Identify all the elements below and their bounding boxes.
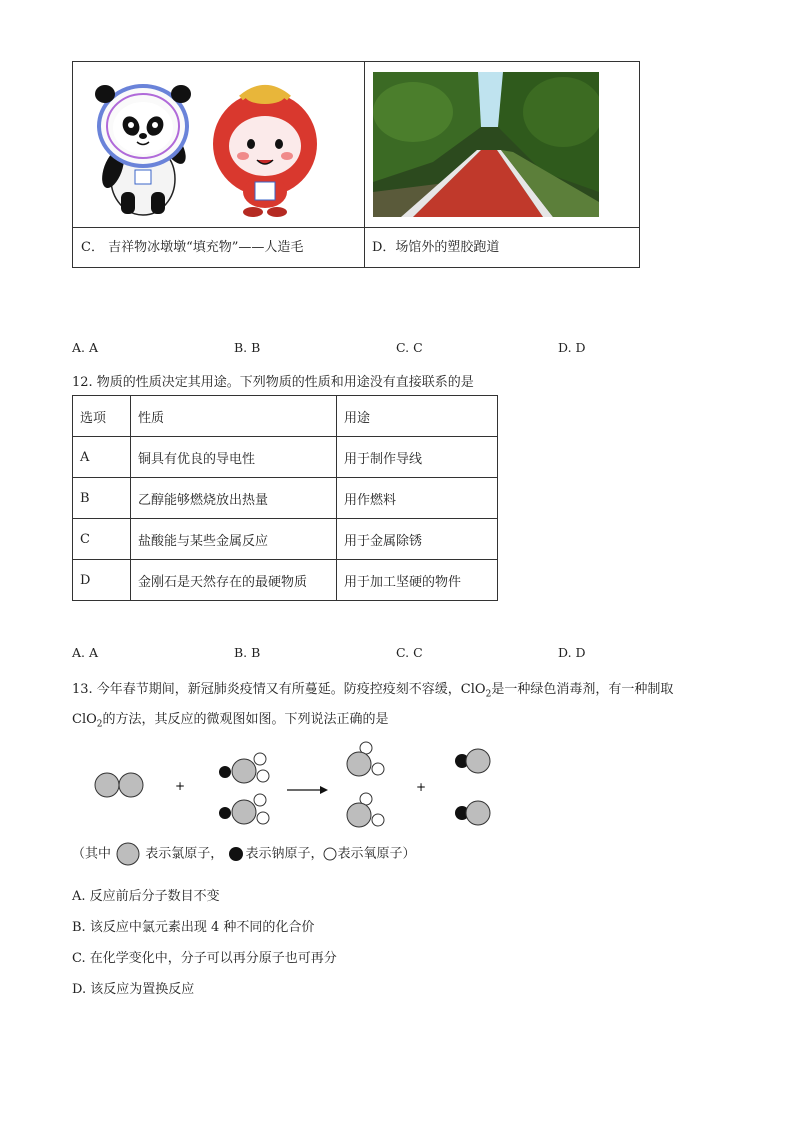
row-b-use: 用作燃料 [337,478,498,519]
shuey-rhon-rhon-mascot [213,88,317,217]
q11-option-b[interactable]: B. B [234,340,261,355]
row-a-label: A [73,437,131,478]
table-row [73,437,498,478]
row-c-property: 盐酸能与某些金属反应 [131,519,337,560]
table-header-row [73,396,498,437]
q13-stem-subscript: 2 [485,689,492,700]
chlorine-dioxide-molecule-1 [347,742,384,776]
sodium-chloride-molecule-2 [455,801,490,825]
q13-stem-subscript-2: 2 [96,719,103,730]
chlorine-atom-icon [115,842,141,866]
picture-table [72,61,640,268]
running-track-photo [373,72,599,217]
bing-dwen-dwen-mascot [95,85,191,215]
row-a-property: 铜具有优良的导电性 [131,437,337,478]
q13-option-a[interactable]: A. 反应前后分子数目不变 [72,889,220,904]
q13-stem-text-c: ClO [72,712,97,727]
q13-option-c[interactable]: C. 在化学变化中，分子可以再分原子也可再分 [72,951,337,966]
q12-option-c[interactable]: C. C [396,645,423,660]
reaction-arrow [287,786,328,794]
row-d-use: 用于加工坚硬的物件 [337,560,498,601]
sodium-atom-icon [227,846,245,862]
q12-stem: 12. 物质的性质决定其用途。下列物质的性质和用途没有直接联系的是 [72,375,474,390]
caption-c: C． 吉祥物冰墩墩“填充物”——人造毛 [81,240,304,255]
q11-option-c[interactable]: C. C [396,340,423,355]
plus-sign-2: + [415,780,427,794]
row-c-label: C [73,519,131,560]
row-c-use: 用于金属除锈 [337,519,498,560]
caption-d: D．场馆外的塑胶跑道 [372,240,500,255]
q13-option-b[interactable]: B. 该反应中氯元素出现 4 种不同的化合价 [72,920,315,935]
q11-option-d[interactable]: D. D [558,340,586,355]
row-b-label: B [73,478,131,519]
sodium-chlorite-molecule-2 [219,794,269,824]
q13-stem-line2 [72,708,389,730]
table-row [73,560,498,601]
header-use: 用途 [337,396,498,437]
q13-stem-line1 [72,678,673,700]
table-row [73,478,498,519]
reaction-diagram [72,738,512,833]
q13-stem-text-d: 的方法，其反应的微观图如图。下列说法正确的是 [102,712,389,727]
legend-sodium: 表示钠原子， [245,846,324,862]
chlorine-dioxide-molecule-2 [347,793,384,827]
legend-chlorine: 表示氯原子， [145,846,224,862]
header-option: 选项 [73,396,131,437]
q13-stem-text-a: 13. 今年春节期间，新冠肺炎疫情又有所蔓延。防疫控疫刻不容缓，ClO [72,682,486,697]
plus-sign-1: + [174,779,186,793]
oxygen-atom-icon [323,847,337,861]
q12-property-table [72,395,498,601]
row-b-property: 乙醇能够燃烧放出热量 [131,478,337,519]
mascots-image [93,74,333,219]
header-property: 性质 [131,396,337,437]
sodium-chloride-molecule-1 [455,749,490,773]
q12-option-b[interactable]: B. B [234,645,261,660]
q12-option-a[interactable]: A. A [72,645,99,660]
table-row [73,519,498,560]
q11-option-a[interactable]: A. A [72,340,99,355]
chlorine-molecule [95,773,143,797]
q13-option-d[interactable]: D. 该反应为置换反应 [72,982,195,997]
legend-prefix: （其中 [72,846,112,862]
diagram-legend [72,842,415,866]
q13-stem-text-b: 是一种绿色消毒剂，有一种制取 [491,682,674,697]
row-a-use: 用于制作导线 [337,437,498,478]
q12-option-d[interactable]: D. D [558,645,586,660]
legend-oxygen: 表示氧原子） [337,846,416,862]
row-d-label: D [73,560,131,601]
sodium-chlorite-molecule-1 [219,753,269,783]
row-d-property: 金刚石是天然存在的最硬物质 [131,560,337,601]
